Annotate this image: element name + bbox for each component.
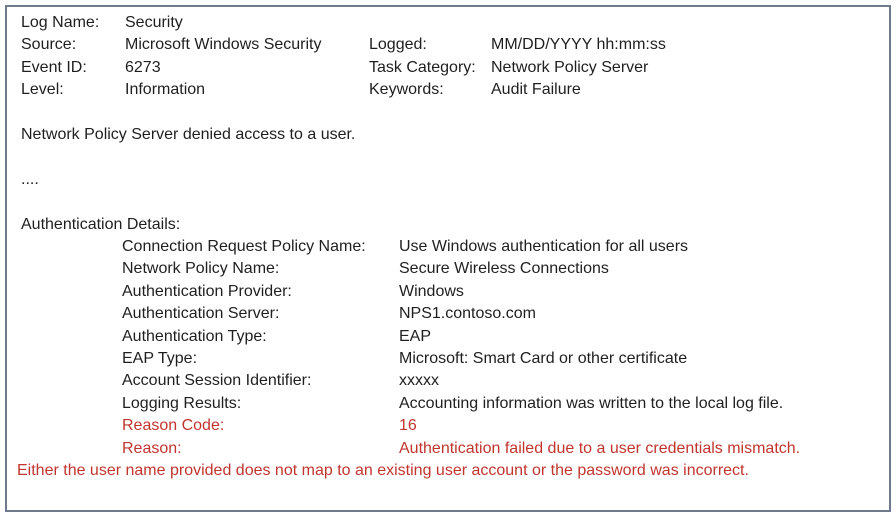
detail-value: EAP <box>399 327 432 345</box>
task-category-value: Network Policy Server <box>491 58 649 76</box>
detail-value: NPS1.contoso.com <box>399 305 536 323</box>
blank-line <box>7 191 889 213</box>
detail-row-logging-results <box>122 393 889 415</box>
source-value: Microsoft Windows Security <box>125 36 322 54</box>
task-category-label: Task Category: <box>369 58 476 76</box>
detail-label: Reason: <box>122 439 182 457</box>
level-value: Information <box>125 81 206 99</box>
detail-row-reason-code <box>122 415 889 437</box>
detail-row-reason <box>122 438 889 460</box>
detail-row-authentication-type <box>122 326 889 348</box>
auth-details-heading: Authentication Details: <box>21 215 181 233</box>
detail-label: Logging Results: <box>122 394 242 412</box>
detail-label: EAP Type: <box>122 350 198 368</box>
detail-value: Use Windows authentication for all users <box>399 238 689 256</box>
detail-label: Network Policy Name: <box>122 260 280 278</box>
detail-row-network-policy-name <box>122 258 889 280</box>
detail-label: Connection Request Policy Name: <box>122 238 366 256</box>
ellipsis-line: .... <box>21 170 39 188</box>
detail-row-authentication-provider <box>122 281 889 303</box>
keywords-label: Keywords: <box>369 81 444 99</box>
header-row-level <box>21 79 889 101</box>
detail-value: xxxxx <box>399 372 439 390</box>
logged-value: MM/DD/YYYY hh:mm:ss <box>491 36 666 54</box>
event-log-panel <box>5 5 891 512</box>
event-header <box>7 12 889 102</box>
detail-value: Secure Wireless Connections <box>399 260 609 278</box>
detail-value: Authentication failed due to a user credentials mismatch. <box>399 439 801 457</box>
source-label: Source: <box>21 36 77 54</box>
keywords-value: Audit Failure <box>491 81 581 99</box>
detail-label: Authentication Provider: <box>122 282 292 300</box>
detail-value: Windows <box>399 282 464 300</box>
header-empty-value <box>491 12 889 34</box>
header-row-log-name <box>21 12 889 34</box>
event-description: Network Policy Server denied access to a user. <box>21 126 356 144</box>
reason-explanation: Either the user name provided does not map to an existing user account or the password was incorrect. <box>17 462 749 480</box>
auth-details-list <box>7 236 889 460</box>
detail-value: Microsoft: Smart Card or other certificate <box>399 350 688 368</box>
detail-row-account-session-identifier <box>122 370 889 392</box>
detail-label: Authentication Type: <box>122 327 267 345</box>
detail-label: Authentication Server: <box>122 305 280 323</box>
header-row-source <box>21 34 889 56</box>
detail-value: 16 <box>399 417 417 435</box>
log-name-label: Log Name: <box>21 14 100 31</box>
detail-row-connection-request-policy <box>122 236 889 258</box>
event-id-value: 6273 <box>125 58 161 76</box>
log-name-value: Security <box>125 14 183 31</box>
blank-line <box>7 102 889 124</box>
blank-line <box>7 146 889 168</box>
event-id-label: Event ID: <box>21 58 87 76</box>
detail-value: Accounting information was written to the local log file. <box>399 394 784 412</box>
detail-row-eap-type <box>122 348 889 370</box>
level-label: Level: <box>21 81 64 99</box>
detail-row-authentication-server <box>122 303 889 325</box>
header-row-event-id <box>21 57 889 79</box>
detail-label: Reason Code: <box>122 417 225 435</box>
header-empty-label <box>369 12 491 34</box>
logged-label: Logged: <box>369 36 427 54</box>
detail-label: Account Session Identifier: <box>122 372 312 390</box>
